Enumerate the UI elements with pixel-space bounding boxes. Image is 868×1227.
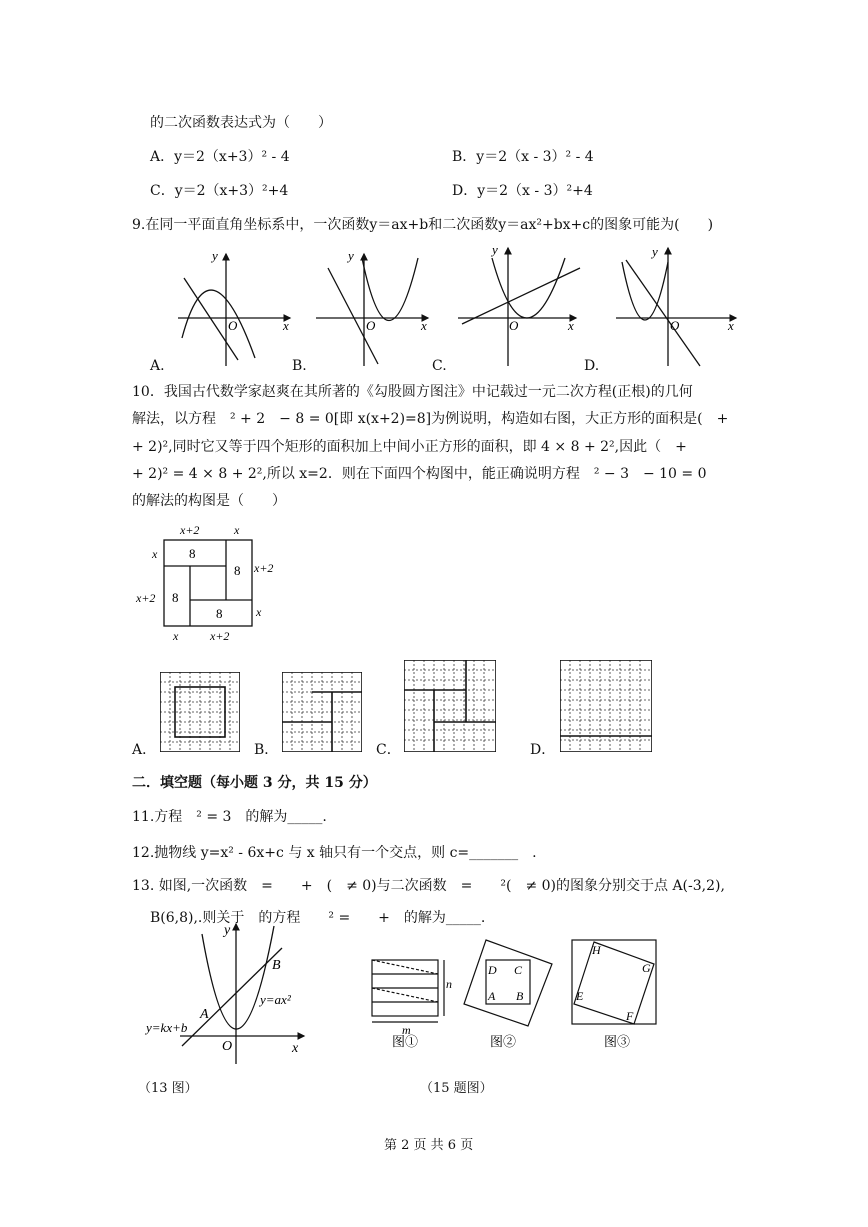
q9-graph-d	[616, 248, 736, 366]
q15-fig1-label: 图①	[392, 1034, 419, 1049]
q10-fig-cell-4: 8	[216, 606, 223, 621]
q12-text: 12.抛物线 y=x² - 6x+c 与 x 轴只有一个交点，则 c=_______ .	[132, 845, 537, 861]
q15-fig2-label: 图②	[490, 1034, 517, 1049]
q10-example-figure	[130, 518, 290, 646]
q10-line-3: + 2)²,同时它又等于四个矩形的面积加上中间小正方形的面积，即 4 × 8 + 2²,因此（ +	[132, 439, 687, 455]
q10-fig-cell-2: 8	[234, 563, 241, 578]
q10-line-4: + 2)² = 4 × 8 + 2²,所以 x=2．则在下面四个构图中，能正确说明方程 ² − 3 − 10 = 0	[132, 466, 707, 482]
q15-fig2-d: D	[488, 963, 497, 977]
q9-a-y-label: y	[212, 248, 218, 263]
q10-option-a: A．	[132, 742, 157, 758]
q10-fig-left-a: x	[152, 547, 158, 561]
q13-fig-b: B	[272, 958, 281, 973]
q9-stem: 9.在同一平面直角坐标系中，一次函数y＝ax+b和二次函数y＝ax²+bx+c的图象可能为( )	[132, 217, 714, 233]
q11-text: 11.方程 ² = 3 的解为_____.	[132, 809, 327, 825]
q9-b-origin: O	[366, 318, 376, 333]
q9-a-origin: O	[228, 318, 238, 333]
page-footer: 第 2 页 共 6 页	[384, 1138, 474, 1153]
q15-fig3-label: 图③	[604, 1034, 631, 1049]
q8-option-d: D．y＝2（x - 3）²+4	[452, 183, 593, 199]
q13-caption: （13 图）	[138, 1081, 198, 1096]
q10-option-d: D．	[530, 742, 556, 758]
q10-line-2: 解法，以方程 ² + 2 − 8 = 0[即 x(x+2)=8]为例说明，构造如右图，大正方形的面积是( +	[132, 411, 729, 427]
q10-line-5: 的解法的构图是（ ）	[132, 493, 286, 509]
q13-fig-origin: O	[222, 1039, 233, 1054]
q15-fig3-e: E	[576, 989, 584, 1003]
q15-fig2-b: B	[516, 989, 524, 1003]
q8-option-b: B．y＝2（x - 3）² - 4	[452, 149, 594, 165]
q9-d-origin: O	[670, 318, 680, 333]
q15-caption: （15 题图）	[420, 1081, 493, 1096]
q10-fig-cell-3: 8	[172, 590, 179, 605]
q15-fig1-m: m	[402, 1023, 411, 1037]
q8-option-c: C．y＝2（x+3）²+4	[150, 183, 289, 199]
q10-option-grid-a	[160, 672, 240, 752]
q9-b-y-label: y	[348, 248, 354, 263]
section-2-title: 二．填空题（每小题 3 分，共 15 分）	[132, 775, 377, 791]
q13-figure	[140, 918, 320, 1066]
q9-d-x-label: x	[728, 318, 734, 333]
q15-fig2-a: A	[488, 989, 496, 1003]
q9-c-x-label: x	[568, 318, 574, 333]
q9-graph-b	[316, 254, 428, 366]
q10-option-c: C．	[376, 742, 401, 758]
q9-label-a: A.	[150, 358, 165, 374]
q9-graph-a	[178, 254, 290, 366]
q9-b-x-label: x	[421, 318, 427, 333]
q10-fig-bottom-a: x	[173, 629, 179, 643]
q10-option-grid-c	[404, 660, 496, 752]
q13-line-2: B(6,8),.则关于 的方程 ² = + 的解为_____.	[150, 910, 486, 926]
q15-fig1-n: n	[446, 977, 452, 991]
q10-fig-left-b: x+2	[136, 591, 156, 605]
q13-fig-line-label: y=kx+b	[146, 1020, 188, 1035]
q13-fig-x: x	[292, 1041, 299, 1056]
q9-d-y-label: y	[652, 244, 658, 259]
q13-fig-a: A	[200, 1007, 209, 1022]
q8-stem-tail: 的二次函数表达式为（ ）	[150, 115, 332, 131]
q10-fig-bottom-b: x+2	[210, 629, 230, 643]
q10-fig-right-a: x+2	[254, 561, 274, 575]
q10-line-1: 10．我国古代数学家赵爽在其所著的《勾股圆方图注》中记载过一元二次方程(正根)的几何	[132, 384, 693, 400]
q10-option-grid-b	[282, 672, 362, 752]
q15-figure	[364, 934, 674, 1052]
q10-option-b: B．	[254, 742, 279, 758]
q10-fig-cell-1: 8	[189, 546, 196, 561]
q9-c-y-label: y	[492, 242, 498, 257]
q15-fig3-g: G	[642, 961, 651, 975]
q9-c-origin: O	[509, 318, 519, 333]
q10-fig-right-b: x	[256, 605, 262, 619]
q10-fig-top-b: x	[234, 523, 240, 537]
q15-fig2-c: C	[514, 963, 523, 977]
q8-option-a: A．y＝2（x+3）² - 4	[150, 149, 290, 165]
q13-fig-curve-label: y=ax²	[260, 992, 291, 1007]
q15-fig3-f: F	[626, 1009, 634, 1023]
q13-fig-y: y	[224, 923, 231, 938]
q9-a-x-label: x	[283, 318, 289, 333]
q9-label-c: C.	[432, 358, 447, 374]
q9-label-d: D.	[584, 358, 600, 374]
q10-option-grid-d	[560, 660, 652, 752]
q13-line-1: 13. 如图,一次函数 = + ( ≠ 0)与二次函数 = ²( ≠ 0)的图象分别交于点 A(-3,2),	[132, 878, 725, 894]
q10-fig-top-a: x+2	[180, 523, 200, 537]
q9-label-b: B.	[292, 358, 307, 374]
q15-fig3-h: H	[592, 943, 601, 957]
q9-graph-c	[458, 248, 580, 366]
